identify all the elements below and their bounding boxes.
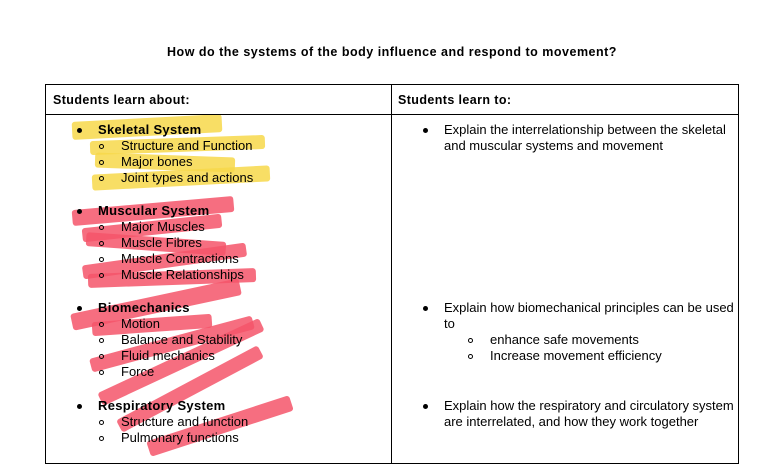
hollow-bullet-icon [99,144,104,149]
hollow-bullet-icon [99,160,104,165]
header-learn-to: Students learn to: [398,93,512,107]
bullet-icon [77,128,82,133]
topic-subitem: Joint types and actions [121,170,254,185]
topic-subitem: Motion [121,316,161,331]
topic-heading: Biomechanics [98,300,190,315]
hollow-bullet-icon [99,176,104,181]
header-learn-about: Students learn about: [53,93,190,107]
topic-subitem: Structure and Function [121,138,253,153]
topic-subitem: Balance and Stability [121,332,243,347]
bullet-icon [423,128,428,133]
bullet-icon [77,209,82,214]
hollow-bullet-icon [99,436,104,441]
outcome-text: Explain how biomechanical principles can be used to [444,300,734,331]
outcome-text: Explain how the respiratory and circulatory system are interrelated, and how they work together [444,398,734,429]
topic-subitem: Structure and function [121,414,249,429]
topic-subitem: Muscle Fibres [121,235,202,250]
hollow-bullet-icon [99,370,104,375]
topic-subitem: Major bones [121,154,193,169]
topic-heading: Muscular System [98,203,210,218]
topic-subitem: Force [121,364,155,379]
topic-subitem: Pulmonary functions [121,430,239,445]
bullet-icon [77,306,82,311]
page-title: How do the systems of the body influence and respond to movement? [167,45,617,59]
header-divider [46,114,738,115]
hollow-bullet-icon [99,338,104,343]
hollow-bullet-icon [99,241,104,246]
hollow-bullet-icon [99,354,104,359]
topic-subitem: Fluid mechanics [121,348,215,363]
topic-subitem: Major Muscles [121,219,205,234]
hollow-bullet-icon [99,273,104,278]
topic-subitem: Muscle Contractions [121,251,239,266]
bullet-icon [423,404,428,409]
bullet-icon [77,404,82,409]
hollow-bullet-icon [99,257,104,262]
hollow-bullet-icon [99,225,104,230]
hollow-bullet-icon [468,354,473,359]
hollow-bullet-icon [99,322,104,327]
outcome-text: Explain the interrelationship between the skeletal and muscular systems and movement [444,122,726,153]
topic-heading: Respiratory System [98,398,226,413]
column-divider [391,85,392,463]
topic-heading: Skeletal System [98,122,202,137]
outcome-subitem: enhance safe movements [490,332,639,347]
hollow-bullet-icon [99,420,104,425]
bullet-icon [423,306,428,311]
topic-subitem: Muscle Relationships [121,267,244,282]
hollow-bullet-icon [468,338,473,343]
outcome-subitem: Increase movement efficiency [490,348,662,363]
